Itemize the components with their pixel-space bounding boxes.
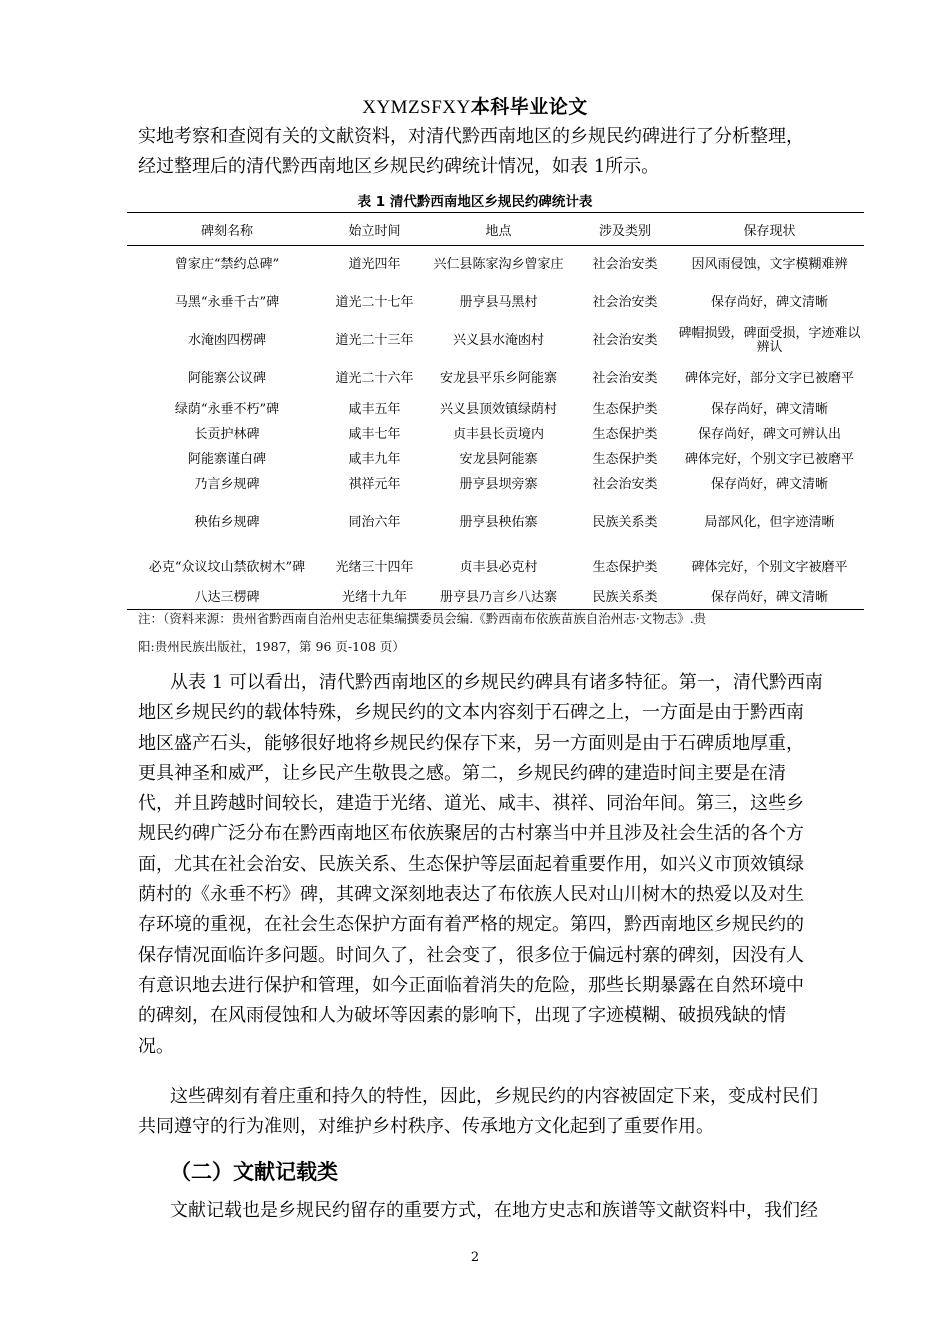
table-cell: 阿能寨公议碑 [187,370,266,386]
text-line: 实地考察和查阅有关的文献资料，对清代黔西南地区的乡规民约碑进行了分析整理， [138,126,804,147]
text-line: 面，尤其在社会治安、民族关系、生态保护等层面起着重要作用，如兴义市顶效镇绿 [138,853,804,875]
table-cell: 社会治安类 [592,370,658,386]
table-cell: 光绪三十四年 [335,559,414,575]
table-cell: 贞丰县必克村 [459,559,538,575]
table-cell: 马黑“永垂千古”碑 [174,294,280,310]
table-cell: 册亨县乃言乡八达寨 [439,590,557,606]
table-cell: 社会治安类 [592,477,658,492]
table-cell: 兴义县水淹凼村 [452,332,544,348]
table-note-line-2: 阳:贵州民族出版社，1987，第 96 页-108 页） [138,639,405,654]
text-line: 从表 1 可以看出，清代黔西南地区的乡规民约碑具有诸多特征。第一，清代黔西南 [170,672,823,693]
table-cell: 生态保护类 [592,402,658,417]
text-line: 的碑刻，在风雨侵蚀和人为破坏等因素的影响下，出现了字迹模糊、破损残缺的情 [138,1005,786,1027]
table-cell: 保存尚好，碑文可辨认出 [697,427,841,442]
body-paragraph-1 [138,668,860,1062]
table-cell: 道光二十六年 [335,370,414,386]
table-cell: 咸丰五年 [348,402,401,417]
column-header: 保存现状 [675,213,864,246]
text-line: 经过整理后的清代黔西南地区乡规民约碑统计情况，如表 1所示。 [138,156,660,178]
table-row [127,473,864,498]
table-cell: 碑帽损毁，碑面受损，字迹难以辨认 [678,325,861,355]
table-cell: 保存尚好，碑文清晰 [710,402,828,417]
table-row [127,322,864,360]
table-cell: 局部风化，但字迹清晰 [704,514,835,530]
text-line: 荫村的《永垂不朽》碑，其碑文深刻地表达了布依族人民对山川树木的热爱以及对生 [138,884,804,906]
body-paragraph-2 [138,1082,860,1143]
table-row [127,548,864,588]
table-cell: 生态保护类 [592,452,658,467]
table-cell: 保存尚好，碑文清晰 [710,590,828,606]
table-caption: 表 1 清代黔西南地区乡规民约碑统计表 [357,194,593,210]
table-cell: 生态保护类 [592,427,658,442]
table-cell: 民族关系类 [592,514,658,530]
running-header [0,92,950,119]
text-line: 存环境的重视，在社会生态保护方面有着严格的规定。第四，黔西南地区乡规民约的 [138,914,804,936]
table-cell: 社会治安类 [592,332,658,348]
section-title: （二）文献记载类 [170,1160,338,1184]
table-cell: 道光二十七年 [335,294,414,310]
column-header: 碑刻名称 [127,213,327,246]
table-cell: 册亨县坝旁寨 [459,477,538,492]
table-cell: 生态保护类 [592,559,658,575]
table-cell: 绿荫“永垂不朽”碑 [174,402,280,417]
table-row [127,360,864,398]
table-cell: 安龙县平乐乡阿能寨 [439,370,557,386]
table-cell: 秧佑乡规碑 [194,514,260,530]
text-line: 况。 [138,1035,174,1057]
table-row [127,498,864,548]
table-cell: 因风雨侵蚀，文字模糊难辨 [691,256,848,272]
table-cell: 碑体完好，个别文字已被磨平 [684,452,854,467]
table-row [127,423,864,448]
table-cell: 光绪十九年 [341,590,407,606]
table-cell: 社会治安类 [592,294,658,310]
table-row [127,284,864,322]
text-line: 代，并且跨越时间较长，建造于光绪、道光、咸丰、祺祥、同治年间。第三，这些乡 [138,793,804,815]
table-cell: 民族关系类 [592,590,658,606]
body-paragraph-3 [138,1196,860,1226]
table-cell: 册亨县马黑村 [459,294,538,310]
table-cell: 兴仁县陈家沟乡曾家庄 [433,256,564,272]
intro-paragraph [138,122,860,183]
table-header-row [127,213,864,246]
table-cell: 册亨县秧佑寨 [459,514,538,530]
table-cell: 必克“众议坟山禁砍树木”碑 [148,559,306,575]
table-cell: 碑体完好，个别文字被磨平 [691,559,848,575]
table-cell: 祺祥元年 [348,477,401,492]
text-line: 更具神圣和威严，让乡民产生敬畏之感。第二，乡规民约碑的建造时间主要是在清 [138,762,786,784]
table-cell: 乃言乡规碑 [194,477,260,492]
column-header: 涉及类别 [575,213,675,246]
text-line: 文献记载也是乡规民约留存的重要方式，在地方史志和族谱等文献资料中，我们经 [170,1200,818,1221]
page-number: 2 [470,1250,480,1265]
table-cell: 道光二十三年 [335,332,414,348]
header-cn: 本科毕业论文 [470,96,588,118]
table-cell: 兴义县顶效镇绿荫村 [439,402,557,417]
column-header: 始立时间 [327,213,422,246]
table-cell: 安龙县阿能寨 [459,452,538,467]
table-cell: 咸丰七年 [348,427,401,442]
table-cell: 曾家庄“禁约总碑” [174,256,280,272]
table-cell: 道光四年 [348,256,401,272]
column-header: 地点 [422,213,575,246]
table-cell: 社会治安类 [592,256,658,272]
table-cell: 长贡护林碑 [194,427,260,442]
table-cell: 保存尚好，碑文清晰 [710,477,828,492]
table-cell: 贞丰县长贡境内 [452,427,544,442]
table-note-line-1: 注：（资料来源：贵州省黔西南自治州史志征集编撰委员会编.《黔西南布依族苗族自治州志·文物志》.贵 [138,611,707,626]
text-line: 这些碑刻有着庄重和持久的特性，因此，乡规民约的内容被固定下来，变成村民们 [170,1086,818,1107]
text-line: 有意识地去进行保护和管理，如今正面临着消失的危险，那些长期暴露在自然环境中 [138,974,804,996]
text-line: 规民约碑广泛分布在黔西南地区布依族聚居的古村寨当中并且涉及社会生活的各个方 [138,823,804,845]
table-row [127,246,864,284]
table-row [127,448,864,473]
table-cell: 阿能寨谨白碑 [187,452,266,467]
table-cell: 水淹凼四楞碑 [187,332,266,348]
text-line: 地区乡规民约的载体特殊，乡规民约的文本内容刻于石碑之上，一方面是由于黔西南 [138,702,804,724]
table-cell: 八达三楞碑 [194,590,260,606]
table-cell: 咸丰九年 [348,452,401,467]
text-line: 共同遵守的行为准则，对维护乡村秩序、传承地方文化起到了重要作用。 [138,1116,714,1138]
header-latin: XYMZSFXY [362,97,471,118]
text-line: 保存情况面临许多问题。时间久了，社会变了，很多位于偏远村寨的碑刻，因没有人 [138,944,804,966]
table-cell: 同治六年 [348,514,401,530]
table-cell: 保存尚好，碑文清晰 [710,294,828,310]
table-row [127,398,864,423]
stele-table [127,212,864,610]
table-body [127,246,864,610]
text-line: 地区盛产石头，能够很好地将乡规民约保存下来，另一方面则是由于石碑质地厚重， [138,732,804,754]
table-cell: 碑体完好，部分文字已被磨平 [684,370,854,386]
